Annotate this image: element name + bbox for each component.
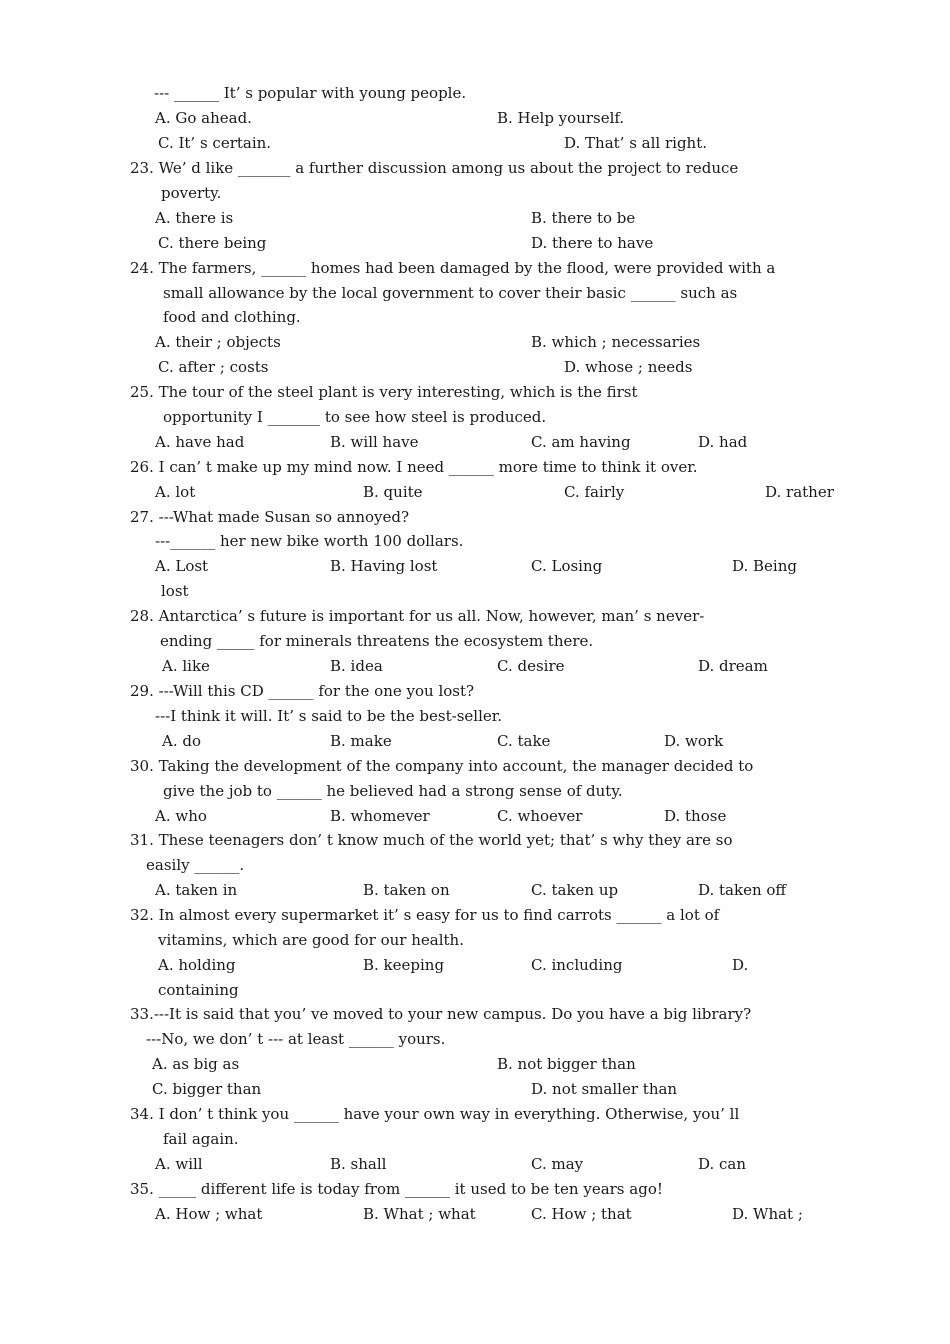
q28-option-b: B. idea — [330, 657, 383, 675]
q27-stem-line2: ---______ her new bike worth 100 dollars. — [155, 532, 464, 550]
q24-option-c: C. after ; costs — [158, 358, 269, 376]
q33-stem-line1: 33.---It is said that you’ ve moved to your new campus. Do you have a big library? — [130, 1005, 752, 1023]
q32-stem-line1: 32. In almost every supermarket it’ s easy for us to find carrots ______ a lot of — [130, 906, 720, 924]
q26-option-a: A. lot — [155, 483, 196, 501]
q33-option-b: B. not bigger than — [497, 1055, 636, 1073]
q27-stem-line1: 27. ---What made Susan so annoyed? — [130, 508, 410, 526]
q22-option-a: A. Go ahead. — [155, 109, 252, 127]
q30-stem-line2: give the job to ______ he believed had a strong sense of duty. — [163, 782, 623, 800]
q29-stem-line2: ---I think it will. It’ s said to be the best-seller. — [155, 707, 503, 725]
q26-option-c: C. fairly — [564, 483, 625, 501]
q32-option-a: A. holding — [158, 956, 236, 974]
q31-stem-line1: 31. These teenagers don’ t know much of the world yet; that’ s why they are so — [130, 831, 733, 849]
q35-option-c: C. How ; that — [531, 1205, 632, 1223]
q26-option-d: D. rather — [765, 483, 834, 501]
q23-option-c: C. there being — [158, 234, 267, 252]
q33-stem-line2: ---No, we don’ t --- at least ______ yours. — [146, 1030, 446, 1048]
q26-stem: 26. I can’ t make up my mind now. I need ______ more time to think it over. — [130, 458, 698, 476]
q31-option-c: C. taken up — [531, 881, 619, 899]
q34-stem-line2: fail again. — [163, 1130, 239, 1148]
q22-option-c: C. It’ s certain. — [158, 134, 272, 152]
q34-option-a: A. will — [155, 1155, 203, 1173]
q30-option-d: D. those — [664, 807, 727, 825]
q30-option-a: A. who — [155, 807, 207, 825]
q30-option-b: B. whomever — [330, 807, 430, 825]
q24-option-b: B. which ; necessaries — [531, 333, 701, 351]
q35-option-a: A. How ; what — [155, 1205, 263, 1223]
q33-option-a: A. as big as — [152, 1055, 240, 1073]
q25-option-b: B. will have — [330, 433, 419, 451]
q29-stem-line1: 29. ---Will this CD ______ for the one you lost? — [130, 682, 475, 700]
q35-option-b: B. What ; what — [363, 1205, 476, 1223]
q27-option-c: C. Losing — [531, 557, 603, 575]
q23-option-d: D. there to have — [531, 234, 654, 252]
q25-option-a: A. have had — [155, 433, 245, 451]
q27-option-d-continued: lost — [161, 582, 189, 600]
q32-option-d: D. — [732, 956, 749, 974]
q22-option-d: D. That’ s all right. — [564, 134, 707, 152]
q31-option-d: D. taken off — [698, 881, 787, 899]
q22-stem: --- ______ It’ s popular with young people. — [154, 84, 467, 102]
q33-option-d: D. not smaller than — [531, 1080, 678, 1098]
q34-stem-line1: 34. I don’ t think you ______ have your own way in everything. Otherwise, you’ ll — [130, 1105, 740, 1123]
q35-option-d: D. What ; — [732, 1205, 803, 1223]
q24-option-d: D. whose ; needs — [564, 358, 693, 376]
q25-stem-line1: 25. The tour of the steel plant is very interesting, which is the first — [130, 383, 638, 401]
q27-option-b: B. Having lost — [330, 557, 438, 575]
q34-option-d: D. can — [698, 1155, 747, 1173]
q24-stem-line3: food and clothing. — [163, 308, 301, 326]
q28-option-c: C. desire — [497, 657, 565, 675]
q28-option-a: A. like — [162, 657, 210, 675]
q27-option-a: A. Lost — [155, 557, 209, 575]
q31-stem-line2: easily ______. — [146, 856, 245, 874]
q32-stem-line2: vitamins, which are good for our health. — [158, 931, 464, 949]
q29-option-b: B. make — [330, 732, 392, 750]
q22-option-b: B. Help yourself. — [497, 109, 625, 127]
q23-stem-line2: poverty. — [161, 184, 222, 202]
q24-stem-line1: 24. The farmers, ______ homes had been damaged by the flood, were provided with a — [130, 259, 776, 277]
q29-option-d: D. work — [664, 732, 724, 750]
q34-option-b: B. shall — [330, 1155, 387, 1173]
q29-option-c: C. take — [497, 732, 551, 750]
q33-option-c: C. bigger than — [152, 1080, 262, 1098]
q30-option-c: C. whoever — [497, 807, 583, 825]
q25-option-d: D. had — [698, 433, 748, 451]
q32-option-d-continued: containing — [158, 981, 239, 999]
q32-option-c: C. including — [531, 956, 623, 974]
q34-option-c: C. may — [531, 1155, 584, 1173]
q30-stem-line1: 30. Taking the development of the company into account, the manager decided to — [130, 757, 754, 775]
q24-option-a: A. their ; objects — [155, 333, 281, 351]
q28-option-d: D. dream — [698, 657, 768, 675]
q23-option-b: B. there to be — [531, 209, 636, 227]
q26-option-b: B. quite — [363, 483, 423, 501]
q28-stem-line1: 28. Antarctica’ s future is important for us all. Now, however, man’ s never- — [130, 607, 705, 625]
q25-stem-line2: opportunity I _______ to see how steel is produced. — [163, 408, 547, 426]
q28-stem-line2: ending _____ for minerals threatens the ecosystem there. — [160, 632, 594, 650]
q29-option-a: A. do — [162, 732, 202, 750]
q31-option-a: A. taken in — [155, 881, 238, 899]
q31-option-b: B. taken on — [363, 881, 450, 899]
q23-stem-line1: 23. We’ d like _______ a further discussion among us about the project to reduce — [130, 159, 739, 177]
q24-stem-line2: small allowance by the local government to cover their basic ______ such as — [163, 284, 738, 302]
q23-option-a: A. there is — [155, 209, 234, 227]
q25-option-c: C. am having — [531, 433, 631, 451]
q27-option-d: D. Being — [732, 557, 797, 575]
q32-option-b: B. keeping — [363, 956, 445, 974]
q35-stem: 35. _____ different life is today from ______ it used to be ten years ago! — [130, 1180, 663, 1198]
